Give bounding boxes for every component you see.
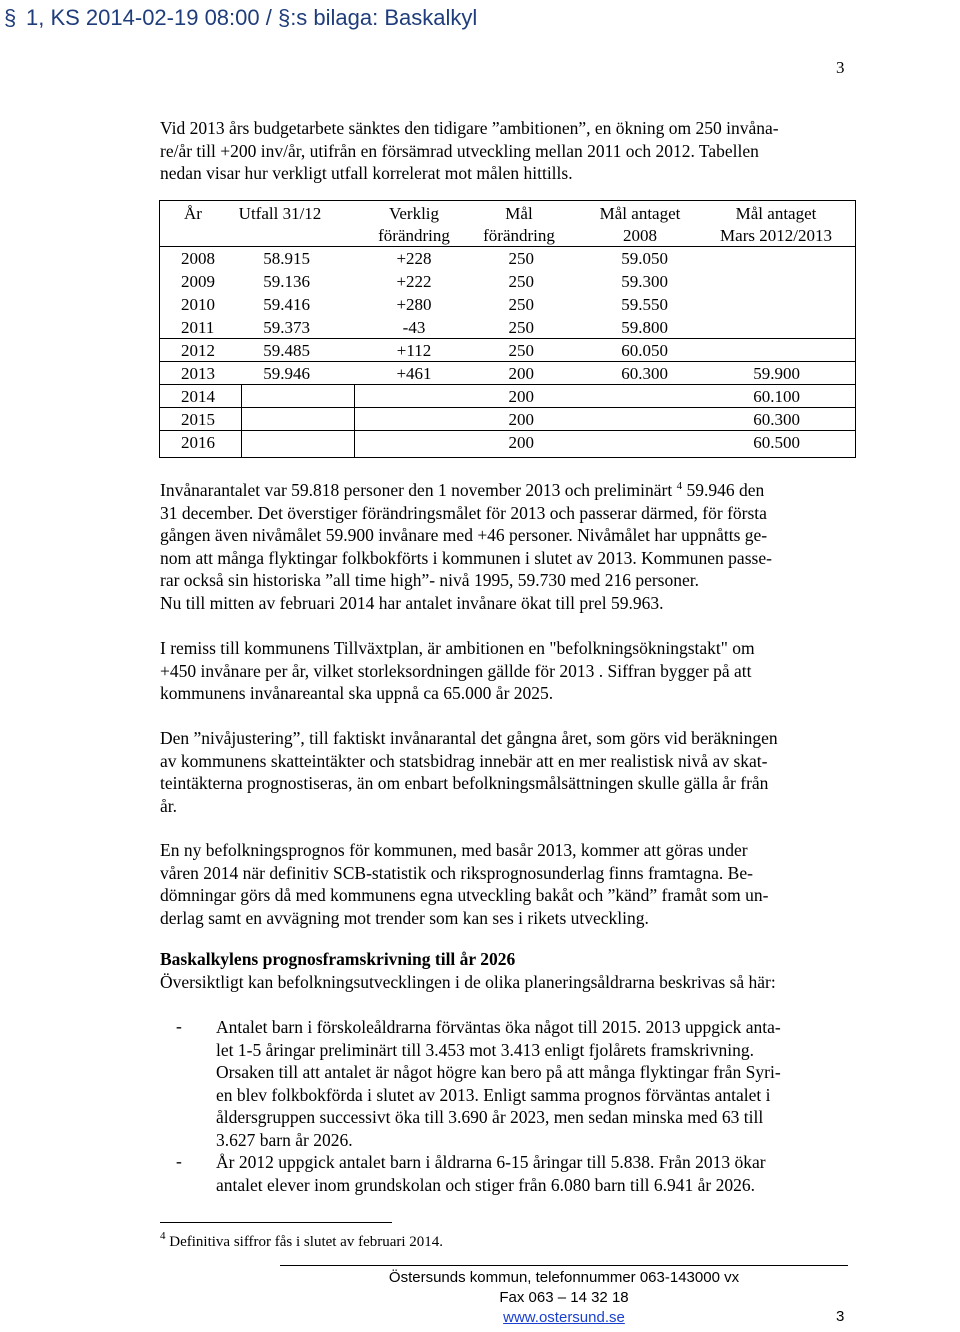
footer-fax: Fax 063 – 14 32 18 [499,1289,629,1306]
text-line: år. [160,795,178,816]
table-cell-verklig: +228 [396,249,432,268]
footer-contact: Östersunds kommun, telefonnummer 063-143000 vx [388,1269,740,1286]
table-cell-year: 2010 [181,295,215,314]
table-cell-verklig: +222 [396,272,432,291]
table-cell-mal: 250 [508,341,534,360]
table-cell-antaget: 59.800 [621,318,668,337]
page-number-top: 3 [836,58,845,77]
table-cell-mars: 60.300 [753,410,800,429]
text-line: derlag samt en avvägning mot trender som kan ses i rikets utveckling. [160,907,649,928]
footnote-text: Definitiva siffror fås i slutet av februari 2014. [165,1234,444,1250]
footnote-ref[interactable]: 4 [676,480,683,492]
text-line: dömningar görs då med kommunens egna utveckling bakåt och ”känd” framåt som un- [160,885,769,905]
table-cell-mars: 59.900 [753,364,800,383]
text-line: let 1-5 åringar preliminärt till 3.453 mot 3.413 enligt fjolårets framskrivning. [216,1039,755,1060]
section-heading: Baskalkylens prognosframskrivning till år 2026 [160,949,516,969]
text-line: teintäkterna prognostiseras, än om enbart befolkningsmålsättningen skulle gälla år från [160,773,769,793]
text-line: åldersgruppen successivt öka till 3.690 år 2023, men sedan minska med 63 till [216,1107,764,1127]
column-header-verklig: Verklig förändring [378,204,450,245]
text-line: Den ”nivåjustering”, till faktiskt invånarantal det gångna året, som görs vid beräkningen [160,728,778,748]
text-line: 31 december. Det överstiger förändringsmålet för 2013 och passerar därmed, för första [160,502,767,523]
table-cell-mal: 200 [508,410,534,429]
text-line: rar också sin historiska ”all time high”- nivå 1995, 59.730 med 216 personer. [160,570,699,590]
table-cell-utfall: 59.416 [263,295,310,314]
section-heading-block [160,948,850,993]
table-cell-mal: 200 [508,433,534,452]
population-paragraph [160,479,850,614]
section-sign: § [4,5,17,30]
text-line: nom att många flyktingar folkbokförts i kommunen i slutet av 2013. Kommunen passe- [160,547,772,568]
bullet-item [216,1151,856,1196]
table-cell-year: 2011 [181,318,215,337]
text-line: re/år till +200 inv/år, utifrån en försämrad utveckling mellan 2011 och 2012. Tabellen [160,140,759,161]
text-line: I remiss till kommunens Tillväxtplan, är ambitionen en "befolkningsökningstakt" om [160,638,755,658]
document-title[interactable]: 1, KS 2014-02-19 08:00 / §:s bilaga: Baskalkyl [26,5,478,30]
table-cell-utfall: 59.946 [263,364,310,383]
text-line: 3.627 barn år 2026. [216,1129,353,1150]
table-cell-mal: 250 [508,318,534,337]
column-header-mars: Mål antaget Mars 2012/2013 [720,204,832,245]
table-cell-year: 2008 [181,249,215,268]
text-line: +450 invånare per år, vilket storleksordningen gällde för 2013 . Siffran bygger på att [160,660,752,681]
table-cell-year: 2016 [181,433,215,452]
page-number-bottom: 3 [836,1308,845,1325]
footnote-number: 4 [160,1230,166,1242]
text-line: Antalet barn i förskoleåldrarna förväntas öka något till 2015. 2013 uppgick anta- [216,1017,781,1037]
table-cell-utfall: 59.373 [263,318,310,337]
table-cell-mal: 250 [508,249,534,268]
footer-divider [280,1265,848,1266]
table-cell-antaget: 59.550 [621,295,668,314]
table-cell-utfall: 58.915 [263,249,310,268]
forecast-paragraph [160,839,850,929]
text-line: Invånarantalet var 59.818 personer den 1 november 2013 och preliminärt $^4$ 59.946 den [160,480,765,500]
table-cell-mal: 200 [508,387,534,406]
table-cell-mal: 250 [508,295,534,314]
table-cell-verklig: +461 [396,364,432,383]
table-cell-verklig: +280 [396,295,432,314]
text-line: Nu till mitten av februari 2014 har antalet invånare ökat till prel 59.963. [160,592,664,613]
text-line: Orsaken till att antalet är något högre kan bero på att många flyktingar från Syri- [216,1062,781,1082]
table-cell-mal: 250 [508,272,534,291]
text-line: av kommunens skatteintäkter och statsbidrag innebär att en mer realistisk nivå av skat- [160,750,768,771]
text-line: En ny befolkningsprognos för kommunen, med basår 2013, kommer att göras under [160,840,748,860]
text-line: gången även nivåmålet 59.900 invånare med +46 personer. Nivåmålet har uppnåtts ge- [160,525,768,545]
text-line: År 2012 uppgick antalet barn i åldrarna 6-15 åringar till 5.838. Från 2013 ökar [216,1152,766,1172]
text-line: antalet elever inom grundskolan och stiger från 6.080 barn till 6.941 år 2026. [216,1174,755,1195]
bullet-dash: - [176,1016,182,1036]
text-line: en blev folkbokförda i slutet av 2013. Enligt samma prognos förväntas antalet i [216,1084,771,1105]
table-cell-year: 2014 [181,387,215,406]
table-cell-verklig: -43 [402,318,426,337]
table-cell-utfall: 59.485 [263,341,310,360]
table-cell-antaget: 59.300 [621,272,668,291]
table-cell-year: 2012 [181,341,215,360]
footnote [160,1230,444,1251]
table-cell-antaget: 60.050 [621,341,668,360]
population-table [159,200,856,458]
section-subheading: Översiktligt kan befolkningsutvecklingen i de olika planeringsåldrarna beskrivas så här: [160,971,776,992]
column-header-utfall: Utfall 31/12 [238,204,322,223]
page-footer [280,1268,848,1328]
column-header-mal: Mål förändring [483,204,555,245]
bullet-item [216,1016,856,1151]
text-line: kommunens invånareantal ska uppnå ca 65.000 år 2025. [160,683,554,703]
document-header-bar [0,0,960,36]
table-cell-mal: 200 [508,364,534,383]
table-cell-antaget: 59.050 [621,249,668,268]
table-cell-year: 2013 [181,364,215,383]
text-line: våren 2014 när definitiv SCB-statistik och riksprognosunderlag finns framtagna. Be- [160,862,753,883]
table-cell-utfall: 59.136 [263,272,310,291]
website-link[interactable]: www.ostersund.se [503,1309,625,1326]
table-cell-verklig: +112 [396,341,432,360]
table-cell-mars: 60.500 [753,433,800,452]
table-cell-year: 2009 [181,272,215,291]
column-header-antaget: Mål antaget 2008 [599,204,681,245]
remiss-paragraph [160,637,850,705]
table-cell-mars: 60.100 [753,387,800,406]
footnote-divider [160,1222,392,1223]
table-cell-year: 2015 [181,410,215,429]
column-header-year: År [184,204,202,223]
text-line: nedan visar hur verkligt utfall korrelerat mot målen hittills. [160,163,573,183]
text-line: Vid 2013 års budgetarbete sänktes den tidigare ”ambitionen”, en ökning om 250 invåna- [160,118,779,138]
level-adjustment-paragraph [160,727,850,817]
bullet-dash: - [176,1151,182,1171]
intro-paragraph [160,117,850,185]
table-cell-antaget: 60.300 [621,364,668,383]
